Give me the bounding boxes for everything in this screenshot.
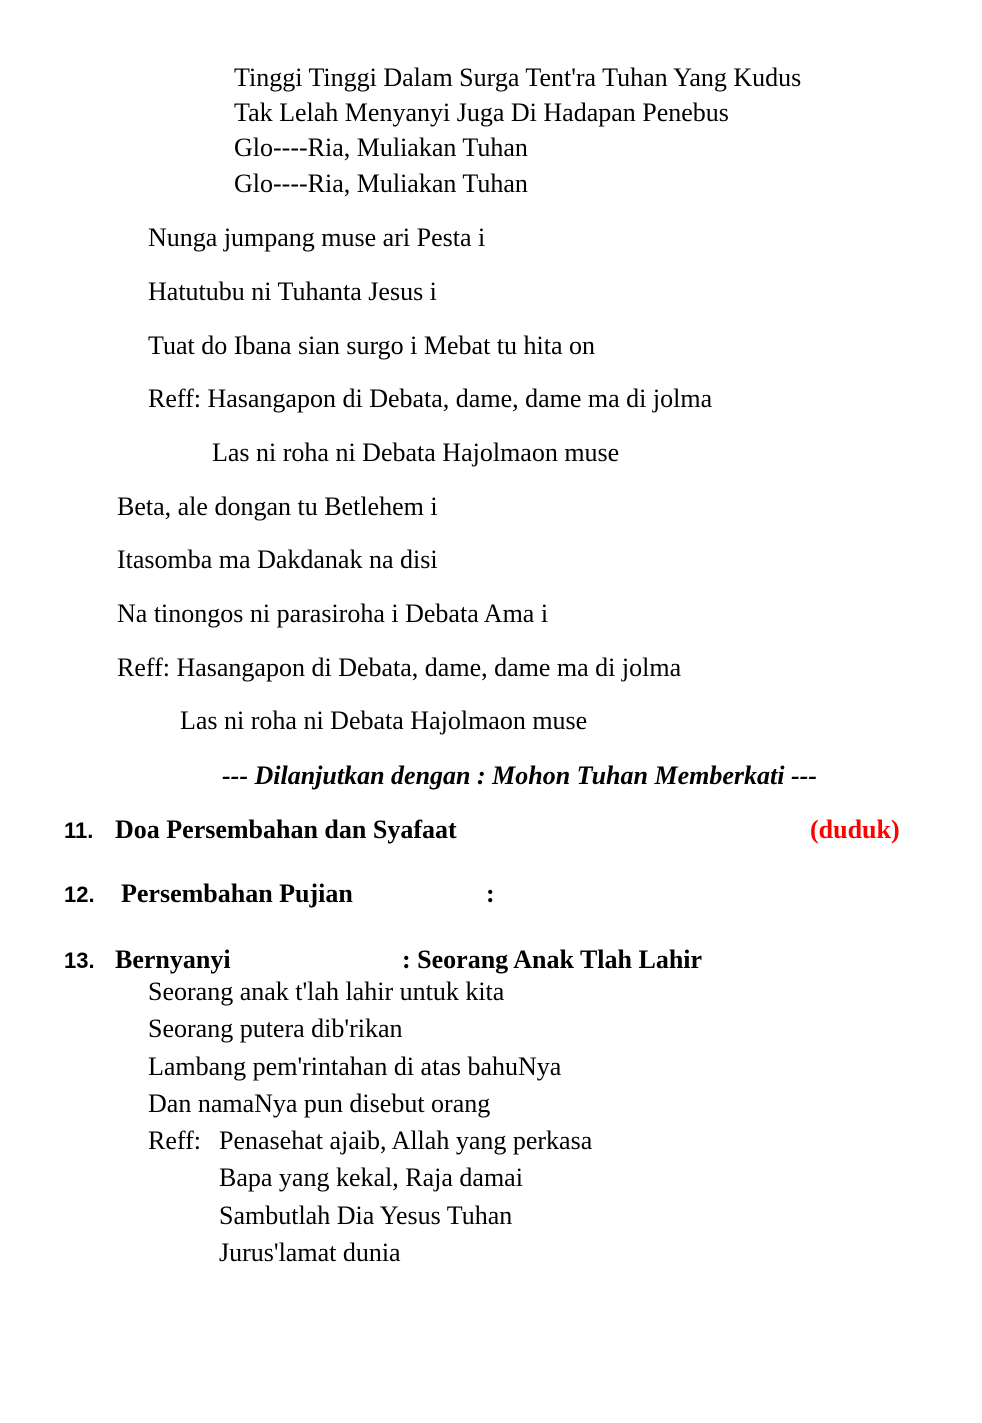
reff-line: Las ni roha ni Debata Hajolmaon muse xyxy=(212,438,620,467)
item-number: 12. xyxy=(64,882,95,907)
song-title: : Seorang Anak Tlah Lahir xyxy=(402,945,703,974)
lyric-line: Beta, ale dongan tu Betlehem i xyxy=(117,492,438,521)
item-number: 13. xyxy=(64,948,95,973)
lyric-line: Glo----Ria, Muliakan Tuhan xyxy=(234,133,528,162)
lyric-line: Tinggi Tinggi Dalam Surga Tent'ra Tuhan Yang Kudus xyxy=(234,63,802,92)
lyric-line: Hatutubu ni Tuhanta Jesus i xyxy=(148,277,437,306)
lyric-line: Glo----Ria, Muliakan Tuhan xyxy=(234,169,528,198)
posture-note: (duduk) xyxy=(810,815,900,844)
reff-line: Sambutlah Dia Yesus Tuhan xyxy=(219,1201,513,1230)
continuation-note: --- Dilanjutkan dengan : Mohon Tuhan Memberkati --- xyxy=(222,761,817,790)
lyric-line: Seorang anak t'lah lahir untuk kita xyxy=(148,977,505,1006)
lyric-line: Nunga jumpang muse ari Pesta i xyxy=(148,223,486,252)
reff-line: Las ni roha ni Debata Hajolmaon muse xyxy=(180,706,588,735)
reff-line: Reff: Hasangapon di Debata, dame, dame ma di jolma xyxy=(148,384,713,413)
item-number: 11. xyxy=(64,818,94,843)
reff-line: Penasehat ajaib, Allah yang perkasa xyxy=(219,1126,593,1155)
lyric-line: Tak Lelah Menyanyi Juga Di Hadapan Penebus xyxy=(234,98,729,127)
item-separator: : xyxy=(486,879,495,908)
reff-label: Reff: xyxy=(148,1126,201,1155)
lyric-line: Tuat do Ibana sian surgo i Mebat tu hita on xyxy=(148,331,596,360)
lyric-line: Seorang putera dib'rikan xyxy=(148,1014,403,1043)
lyric-line: Na tinongos ni parasiroha i Debata Ama i xyxy=(117,599,549,628)
reff-line: Reff: Hasangapon di Debata, dame, dame ma di jolma xyxy=(117,653,682,682)
reff-line: Bapa yang kekal, Raja damai xyxy=(219,1163,523,1192)
lyric-line: Itasomba ma Dakdanak na disi xyxy=(117,545,438,574)
item-title: Doa Persembahan dan Syafaat xyxy=(115,815,457,844)
lyric-line: Dan namaNya pun disebut orang xyxy=(148,1089,491,1118)
reff-line: Jurus'lamat dunia xyxy=(219,1238,401,1267)
lyric-line: Lambang pem'rintahan di atas bahuNya xyxy=(148,1052,562,1081)
item-title: Bernyanyi xyxy=(115,945,231,974)
item-title: Persembahan Pujian xyxy=(121,879,353,908)
